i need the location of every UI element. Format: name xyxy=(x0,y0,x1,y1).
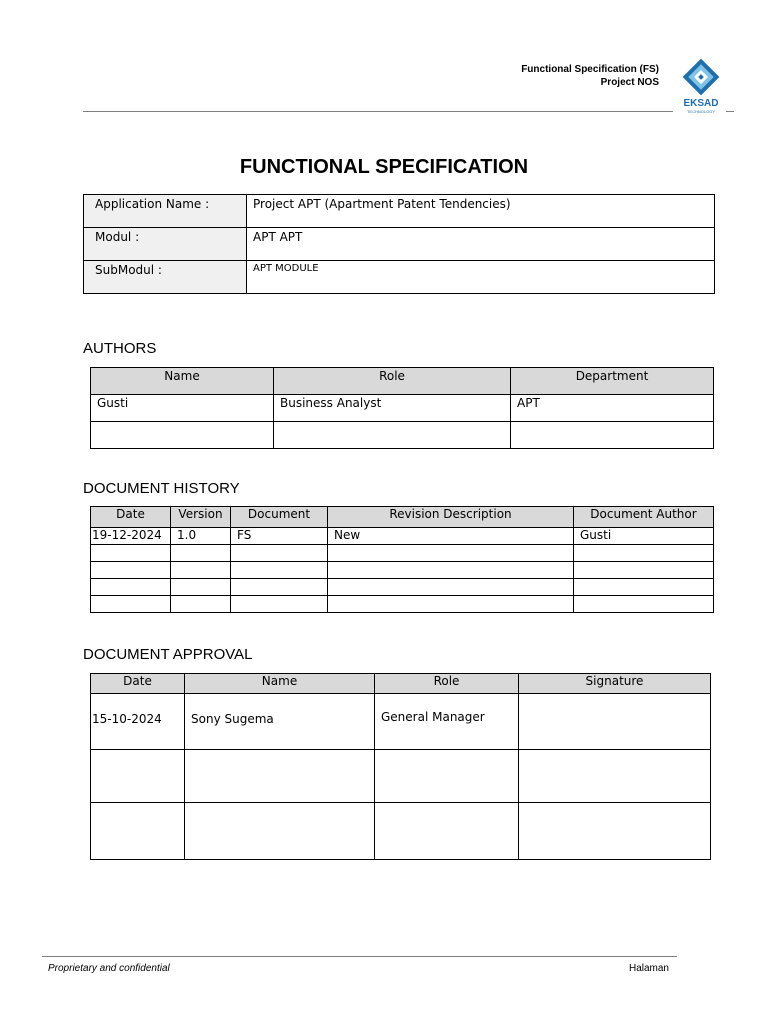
authors-col-role: Role xyxy=(274,368,511,395)
approval-role xyxy=(375,750,519,803)
table-row xyxy=(91,596,714,613)
history-version xyxy=(171,596,231,613)
footer-confidential: Proprietary and confidential xyxy=(48,963,170,974)
history-date xyxy=(91,579,171,596)
info-row-submodul xyxy=(84,261,715,294)
application-info-table xyxy=(83,194,715,294)
history-document xyxy=(231,545,328,562)
approval-date xyxy=(91,750,185,803)
table-row xyxy=(91,528,714,545)
history-col-author: Document Author xyxy=(574,507,714,528)
table-row xyxy=(91,562,714,579)
submodul-value: APT MODULE xyxy=(247,261,715,294)
history-revision xyxy=(328,562,574,579)
eksad-logo xyxy=(676,57,726,115)
history-version xyxy=(171,562,231,579)
author-department: APT xyxy=(511,395,714,422)
header-divider-tail xyxy=(726,111,734,112)
history-document xyxy=(231,579,328,596)
history-document xyxy=(231,596,328,613)
author-role xyxy=(274,422,511,449)
history-version: 1.0 xyxy=(171,528,231,545)
application-name-label: Application Name : xyxy=(84,195,247,228)
author-name xyxy=(91,422,274,449)
footer-divider xyxy=(42,956,677,957)
history-col-revision: Revision Description xyxy=(328,507,574,528)
approval-role: General Manager xyxy=(375,694,519,750)
document-approval-table xyxy=(90,673,711,860)
logo-subtext: TECHNOLOGY xyxy=(686,109,716,114)
info-row-modul xyxy=(84,228,715,261)
history-revision: New xyxy=(328,528,574,545)
history-version xyxy=(171,545,231,562)
history-col-document: Document xyxy=(231,507,328,528)
table-row xyxy=(91,422,714,449)
history-col-date: Date xyxy=(91,507,171,528)
document-title: FUNCTIONAL SPECIFICATION xyxy=(239,156,529,178)
history-col-version: Version xyxy=(171,507,231,528)
authors-heading: AUTHORS xyxy=(83,340,157,357)
approval-name xyxy=(185,803,375,860)
author-role: Business Analyst xyxy=(274,395,511,422)
table-row xyxy=(91,803,711,860)
history-document: FS xyxy=(231,528,328,545)
submodul-label: SubModul : xyxy=(84,261,247,294)
approval-signature xyxy=(519,750,711,803)
author-name: Gusti xyxy=(91,395,274,422)
header-doc-type: Functional Specification (FS) xyxy=(521,64,659,75)
history-date xyxy=(91,562,171,579)
modul-value: APT APT xyxy=(247,228,715,261)
history-author xyxy=(574,579,714,596)
approval-col-date: Date xyxy=(91,674,185,694)
history-heading: DOCUMENT HISTORY xyxy=(83,480,240,497)
document-history-table xyxy=(90,506,714,613)
history-revision xyxy=(328,545,574,562)
approval-col-signature: Signature xyxy=(519,674,711,694)
approval-role xyxy=(375,803,519,860)
modul-label: Modul : xyxy=(84,228,247,261)
approval-name: Sony Sugema xyxy=(185,694,375,750)
approval-signature xyxy=(519,694,711,750)
history-revision xyxy=(328,596,574,613)
history-header-row xyxy=(91,507,714,528)
history-version xyxy=(171,579,231,596)
table-row xyxy=(91,694,711,750)
history-document xyxy=(231,562,328,579)
history-date xyxy=(91,545,171,562)
history-author xyxy=(574,545,714,562)
authors-col-name: Name xyxy=(91,368,274,395)
authors-table xyxy=(90,367,714,449)
application-name-value: Project APT (Apartment Patent Tendencies) xyxy=(247,195,715,228)
table-row xyxy=(91,579,714,596)
header-divider xyxy=(83,111,673,112)
info-row-application xyxy=(84,195,715,228)
history-author: Gusti xyxy=(574,528,714,545)
approval-col-role: Role xyxy=(375,674,519,694)
table-row xyxy=(91,545,714,562)
logo-text: EKSAD xyxy=(683,98,719,109)
authors-header-row xyxy=(91,368,714,395)
history-author xyxy=(574,596,714,613)
approval-date xyxy=(91,803,185,860)
approval-header-row xyxy=(91,674,711,694)
history-revision xyxy=(328,579,574,596)
approval-col-name: Name xyxy=(185,674,375,694)
history-date xyxy=(91,596,171,613)
approval-date: 15-10-2024 xyxy=(91,694,185,750)
approval-name xyxy=(185,750,375,803)
history-date: 19-12-2024 xyxy=(91,528,171,545)
footer-page-label: Halaman xyxy=(628,963,669,974)
header-project: Project NOS xyxy=(600,77,659,88)
history-author xyxy=(574,562,714,579)
table-row xyxy=(91,395,714,422)
authors-col-department: Department xyxy=(511,368,714,395)
table-row xyxy=(91,750,711,803)
approval-signature xyxy=(519,803,711,860)
author-department xyxy=(511,422,714,449)
approval-heading: DOCUMENT APPROVAL xyxy=(83,646,253,663)
